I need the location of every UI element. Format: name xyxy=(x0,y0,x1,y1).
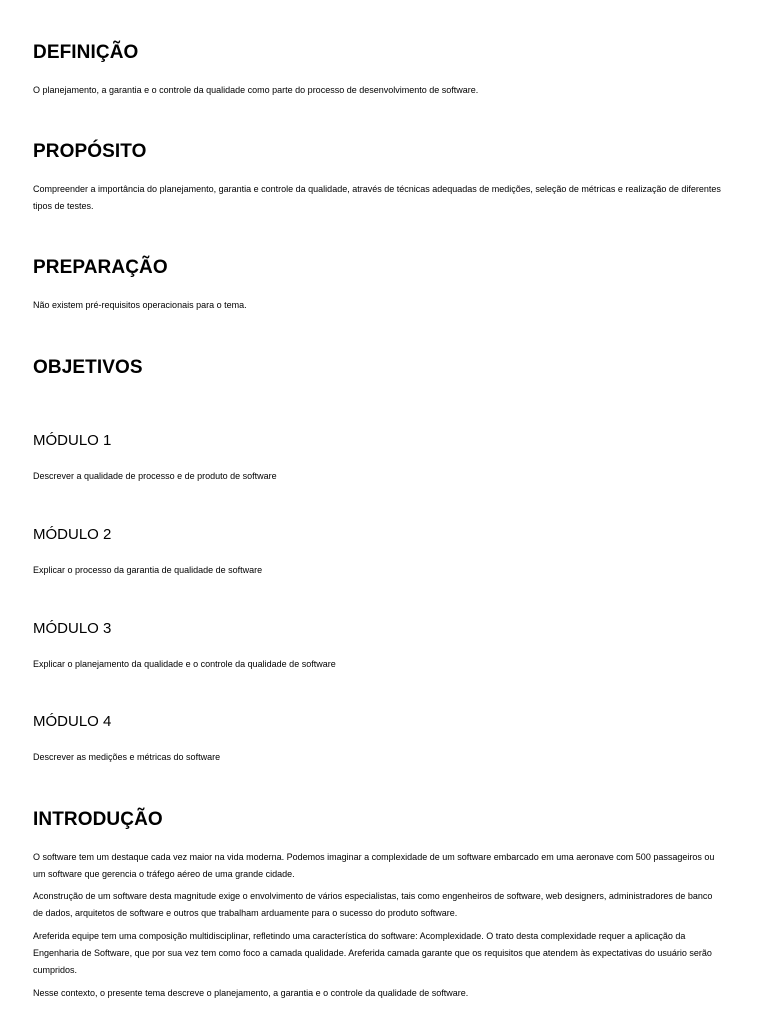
module-title: MÓDULO 1 xyxy=(33,432,112,449)
section-text-proposito: Compreender a importância do planejamento, garantia e controle da qualidade, através de técnicas adequadas de medições, seleção de métricas e realização de diferentes tipos de testes. xyxy=(33,184,721,211)
section-text-preparacao: Não existem pré-requisitos operacionais para o tema. xyxy=(33,300,247,310)
module-title: MÓDULO 2 xyxy=(33,526,112,543)
intro-paragraph: Aconstrução de um software desta magnitude exige o envolvimento de vários especialistas, tais como engenheiros de software, web designers, administradores de banco de dados, arquitetos de software e outros que trabalham arduamente para o sucesso do produto software. xyxy=(33,891,713,918)
section-text-definicao: O planejamento, a garantia e o controle da qualidade como parte do processo de desenvolvimento de software. xyxy=(33,85,479,95)
section-title-preparacao: PREPARAÇÃO xyxy=(33,257,168,278)
module-title: MÓDULO 3 xyxy=(33,620,112,637)
section-title-introducao: INTRODUÇÃO xyxy=(33,809,163,830)
section-title-definicao: DEFINIÇÃO xyxy=(33,42,139,63)
intro-paragraph: O software tem um destaque cada vez maior na vida moderna. Podemos imaginar a complexidade de um software embarcado em uma aeronave com 500 passageiros ou um software que gerencia o tráfego aéreo de uma grande cidade. xyxy=(33,852,715,879)
section-title-objetivos: OBJETIVOS xyxy=(33,357,143,378)
module-text: Descrever as medições e métricas do software xyxy=(33,752,221,762)
module-text: Descrever a qualidade de processo e de produto de software xyxy=(33,471,277,481)
module-title: MÓDULO 4 xyxy=(33,713,112,730)
intro-paragraph: Areferida equipe tem uma composição multidisciplinar, refletindo uma característica do software: Acomplexidade. O trato desta complexidade requer a aplicação da Engenharia de Software, que por sua vez tem como foco a camada qualidade. Areferida camada garante que os requisitos que atendem às expectativas do usuário serão cumpridos. xyxy=(33,931,712,975)
module-text: Explicar o planejamento da qualidade e o controle da qualidade de software xyxy=(33,659,336,669)
section-title-proposito: PROPÓSITO xyxy=(33,141,147,162)
module-text: Explicar o processo da garantia de qualidade de software xyxy=(33,565,263,575)
intro-paragraph: Nesse contexto, o presente tema descreve o planejamento, a garantia e o controle da qualidade de software. xyxy=(33,988,469,998)
